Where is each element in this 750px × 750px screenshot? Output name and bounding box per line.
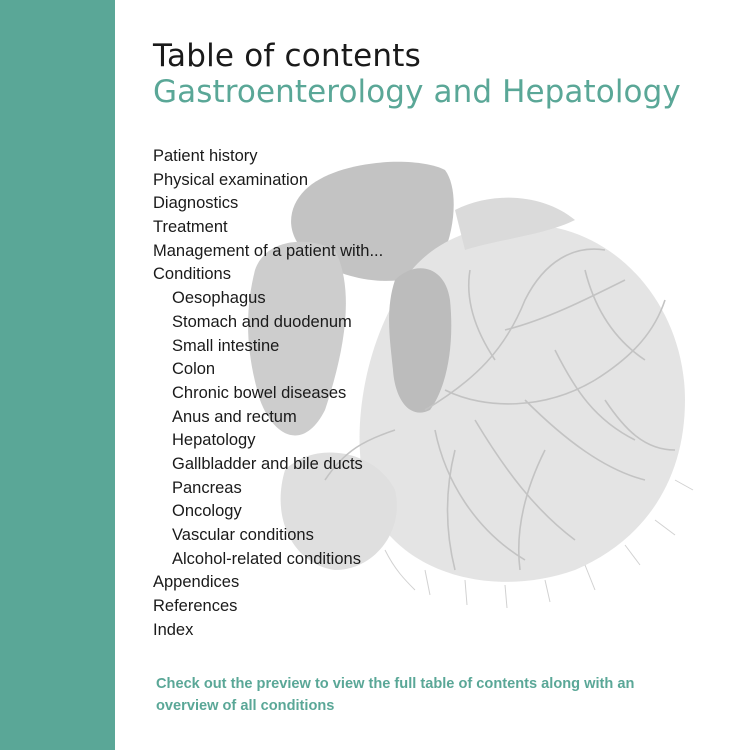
toc-subitem-chronic-bowel: Chronic bowel diseases bbox=[172, 383, 347, 402]
toc-subitem-oesophagus: Oesophagus bbox=[172, 289, 266, 308]
preview-note: Check out the preview to view the full table of contents along with an overview of all conditions bbox=[156, 676, 635, 714]
toc-item-treatment: Treatment bbox=[153, 218, 228, 237]
toc-subitem-anus-rectum: Anus and rectum bbox=[172, 407, 297, 426]
toc-subitem-alcohol: Alcohol-related conditions bbox=[172, 549, 361, 568]
page-subtitle: Gastroenterology and Hepatology bbox=[153, 74, 681, 110]
toc-subitem-colon: Colon bbox=[172, 360, 216, 379]
toc-item-physical-examination: Physical examination bbox=[153, 170, 308, 189]
toc-item-conditions: Conditions bbox=[153, 265, 231, 284]
toc-subitem-stomach-duodenum: Stomach and duodenum bbox=[172, 312, 352, 331]
toc-item-diagnostics: Diagnostics bbox=[153, 194, 239, 213]
toc-item-index: Index bbox=[153, 620, 194, 639]
title-block bbox=[153, 38, 681, 110]
toc-subitem-gallbladder: Gallbladder and bile ducts bbox=[172, 454, 363, 473]
toc-item-references: References bbox=[153, 597, 238, 616]
toc-subitem-vascular: Vascular conditions bbox=[172, 526, 314, 544]
toc-item-management: Management of a patient with... bbox=[153, 241, 384, 260]
table-of-contents bbox=[153, 145, 383, 642]
toc-item-appendices: Appendices bbox=[153, 573, 240, 592]
toc-subitem-oncology: Oncology bbox=[172, 502, 242, 521]
toc-subitem-pancreas: Pancreas bbox=[172, 478, 242, 497]
accent-sidebar bbox=[0, 0, 115, 750]
page-title: Table of contents bbox=[153, 38, 421, 74]
toc-subitem-small-intestine: Small intestine bbox=[172, 336, 280, 355]
toc-item-patient-history: Patient history bbox=[153, 147, 258, 165]
toc-subitem-hepatology: Hepatology bbox=[172, 431, 256, 450]
